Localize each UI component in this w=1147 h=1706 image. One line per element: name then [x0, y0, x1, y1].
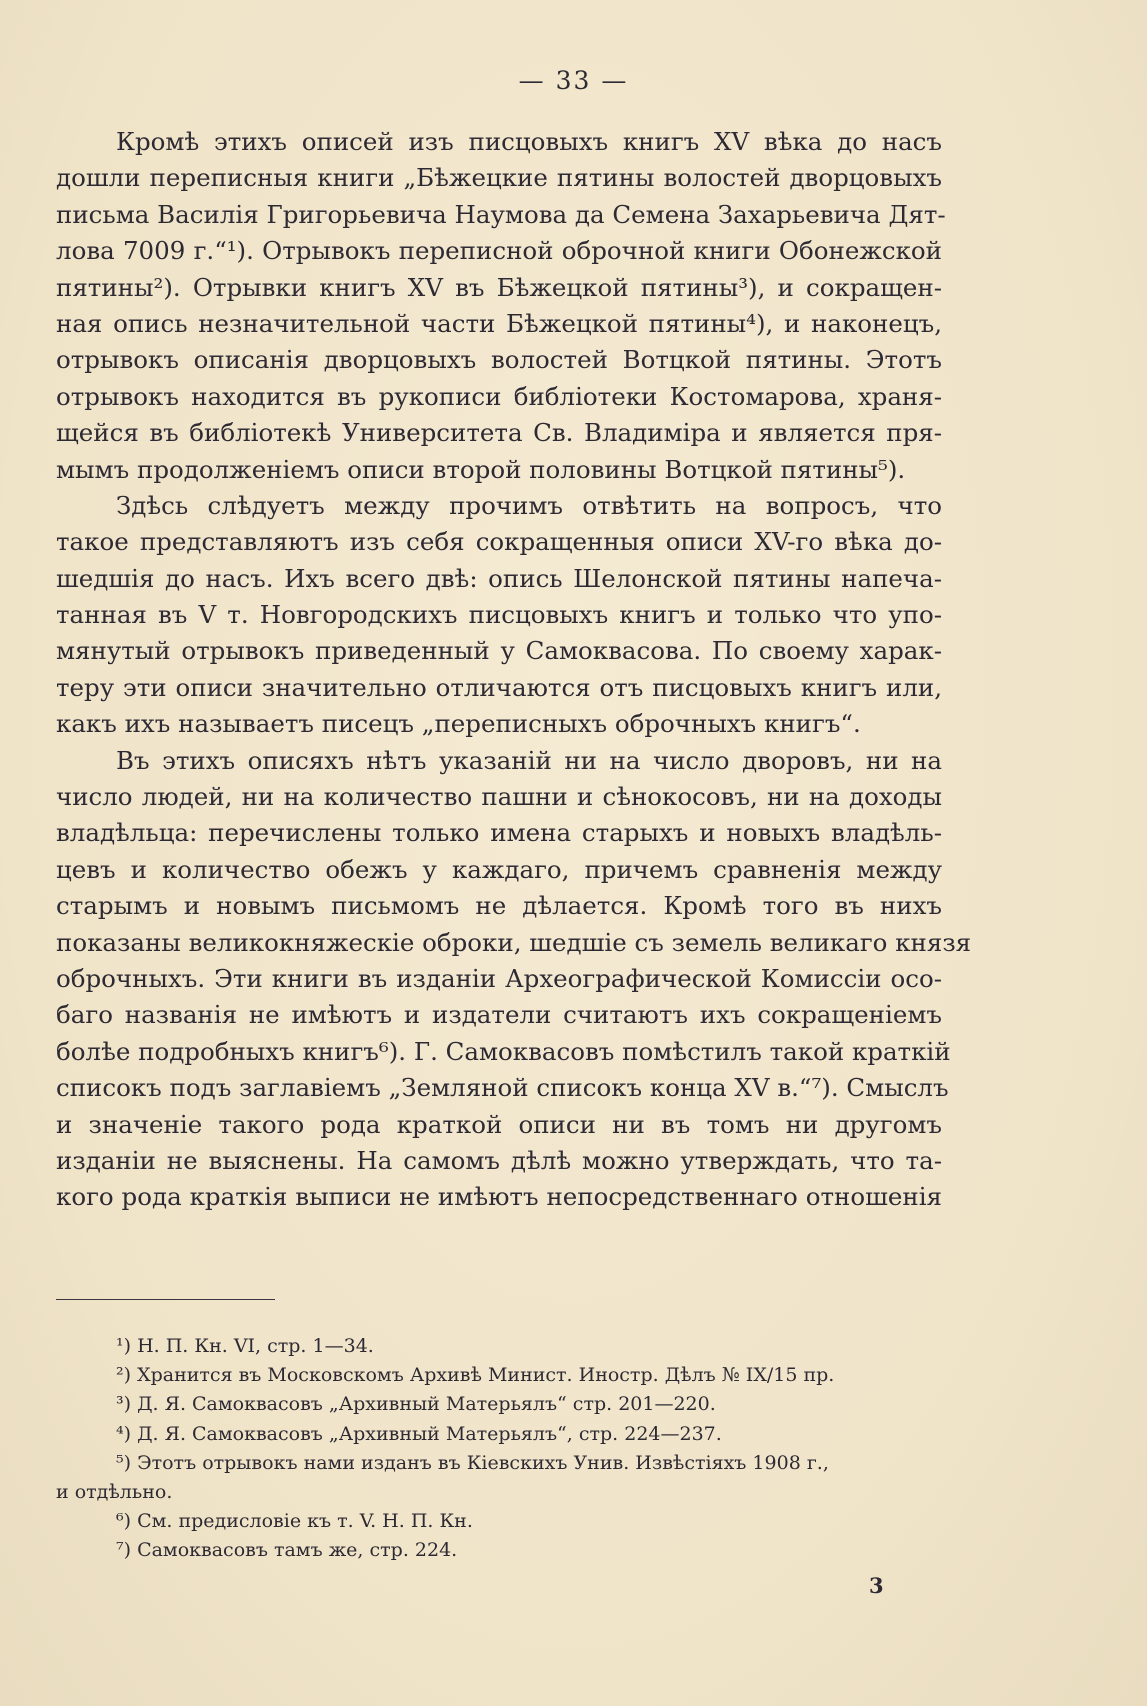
text-line: Кромѣ этихъ описей изъ писцовыхъ книгъ XV вѣка до насъ: [116, 127, 942, 156]
text-line: теру эти описи значительно отличаются отъ писцовыхъ книгъ или,: [56, 672, 942, 702]
footnote-line: ⁵) Этотъ отрывокъ нами изданъ въ Кіевскихъ Унив. Извѣстіяхъ 1908 г.,: [116, 1451, 829, 1474]
main-text: [56, 124, 972, 1216]
text-line: владѣльца: перечислены только имена старыхъ и новыхъ владѣль-: [56, 818, 942, 848]
page-number: — 33 —: [518, 66, 629, 95]
text-line: письма Василія Григорьевича Наумова да Семена Захарьевича Дят-: [56, 199, 946, 229]
footnote-line: ⁴) Д. Я. Самоквасовъ „Архивный Матерьялъ“, стр. 224—237.: [116, 1422, 722, 1445]
signature-mark: 3: [869, 1573, 884, 1598]
footnotes: [56, 1332, 942, 1566]
text-line: танная въ V т. Новгородскихъ писцовыхъ книгъ и только что упо-: [56, 600, 942, 630]
text-line: мымъ продолженіемъ описи второй половины Вотцкой пятины⁵).: [56, 454, 906, 484]
footnote-line: и отдѣльно.: [56, 1480, 173, 1503]
text-line: кого рода краткія выписи не имѣютъ непосредственнаго отношенія: [56, 1182, 942, 1212]
text-line: какъ ихъ называетъ писецъ „переписныхъ оброчныхъ книгъ“.: [56, 709, 861, 739]
footnote-line: ⁷) Самоквасовъ тамъ же, стр. 224.: [116, 1539, 458, 1562]
text-line: такое представляютъ изъ себя сокращенныя описи XV-го вѣка до-: [56, 527, 942, 557]
footnote-line: ³) Д. Я. Самоквасовъ „Архивный Матерьялъ“ стр. 201—220.: [116, 1393, 716, 1416]
text-line: щейся въ библіотекѣ Университета Св. Владиміра и является пря-: [56, 418, 942, 448]
footnote-line: ²) Хранится въ Московскомъ Архивѣ Минист. Иностр. Дѣлъ № ІХ/15 пр.: [116, 1364, 835, 1387]
text-line: отрывокъ описанія дворцовыхъ волостей Вотцкой пятины. Этотъ: [56, 345, 942, 375]
text-line: баго названія не имѣютъ и издатели считаютъ ихъ сокращеніемъ: [56, 1000, 942, 1030]
text-line: лова 7009 г.“¹). Отрывокъ переписной оброчной книги Обонежской: [56, 236, 942, 266]
text-line: дошли переписныя книги „Бѣжецкие пятины волостей дворцовыхъ: [56, 163, 942, 193]
text-line: ная опись незначительной части Бѣжецкой пятины⁴), и наконецъ,: [56, 308, 942, 338]
text-line: число людей, ни на количество пашни и сѣнокосовъ, ни на доходы: [56, 782, 942, 812]
text-line: оброчныхъ. Эти книги въ изданіи Археографической Комиссіи осо-: [56, 963, 942, 993]
footnote-divider: [56, 1299, 275, 1300]
text-line: Въ этихъ описяхъ нѣтъ указаній ни на число дворовъ, ни на: [116, 745, 942, 775]
text-line: списокъ подъ заглавіемъ „Земляной списокъ конца XV в.“⁷). Смыслъ: [56, 1073, 949, 1103]
text-line: болѣе подробныхъ книгъ⁶). Г. Самоквасовъ помѣстилъ такой краткій: [56, 1036, 951, 1066]
text-line: шедшія до насъ. Ихъ всего двѣ: опись Шелонской пятины напеча-: [56, 563, 942, 593]
text-line: изданіи не выяснены. На самомъ дѣлѣ можно утверждать, что та-: [56, 1145, 942, 1175]
text-line: показаны великокняжескіе оброки, шедшіе съ земель великаго князя: [56, 927, 972, 957]
text-line: цевъ и количество обежъ у каждаго, причемъ сравненія между: [56, 854, 942, 884]
text-line: и значеніе такого рода краткой описи ни въ томъ ни другомъ: [56, 1109, 942, 1139]
footnote-line: ⁶) См. предисловіе къ т. V. Н. П. Кн.: [116, 1510, 473, 1533]
text-line: отрывокъ находится въ рукописи библіотеки Костомарова, храня-: [56, 381, 942, 411]
text-line: старымъ и новымъ письмомъ не дѣлается. Кромѣ того въ нихъ: [56, 891, 942, 921]
text-line: пятины²). Отрывки книгъ XV въ Бѣжецкой пятины³), и сокращен-: [56, 272, 942, 302]
footnote-line: ¹) Н. П. Кн. VI, стр. 1—34.: [116, 1335, 374, 1357]
text-line: мянутый отрывокъ приведенный у Самоквасова. По своему харак-: [56, 636, 942, 666]
text-line: Здѣсь слѣдуетъ между прочимъ отвѣтить на вопросъ, что: [116, 490, 942, 520]
